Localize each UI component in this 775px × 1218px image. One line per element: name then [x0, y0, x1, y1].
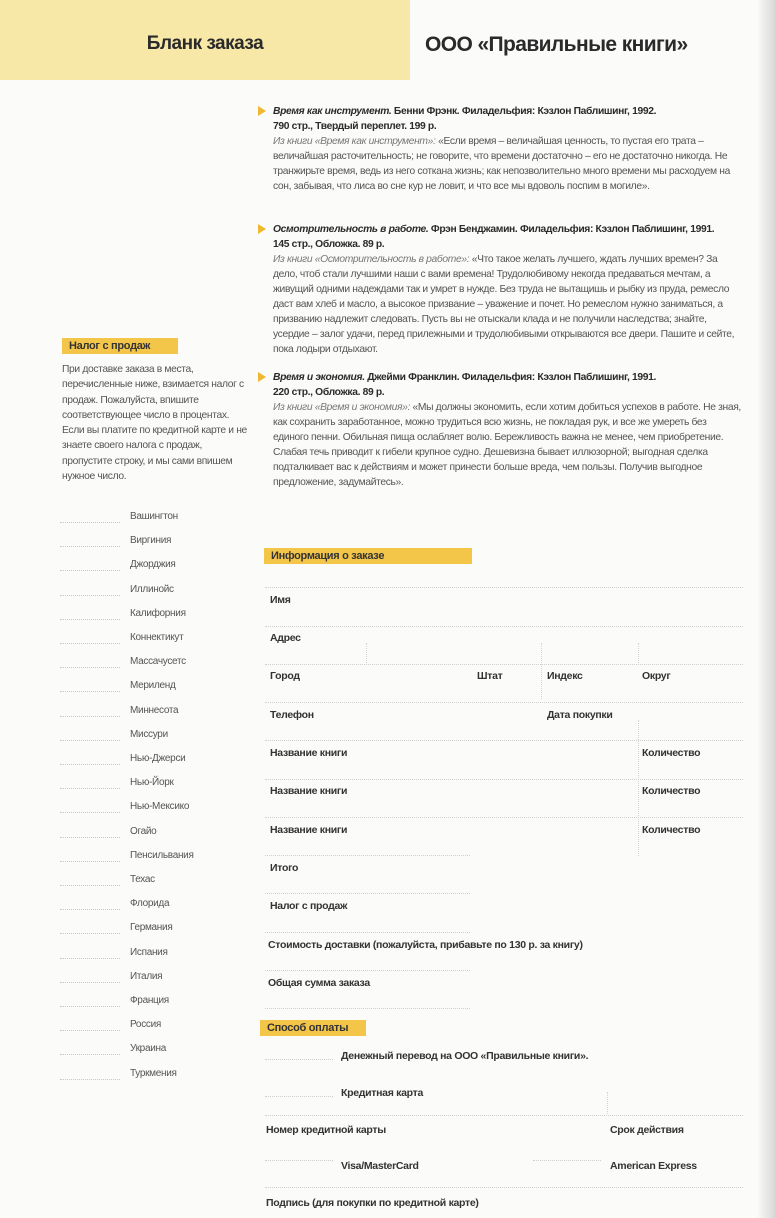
form-field-line[interactable] [265, 893, 470, 894]
book-price: 790 стр., Твердый переплет. 199 р. [273, 121, 437, 132]
tax-rate-field[interactable] [60, 788, 120, 789]
credit-card-checkbox-line[interactable] [265, 1096, 333, 1097]
tax-rate-field[interactable] [60, 691, 120, 692]
company-name: ООО «Правильные книги» [425, 33, 688, 56]
state-row [60, 947, 250, 963]
quote-source: Из книги «Время и экономия»: [273, 402, 413, 413]
state-name: Пенсильвания [130, 849, 194, 861]
state-name: Мериленд [130, 680, 176, 692]
quantity-label: Количество [642, 785, 701, 797]
book-title-label: Название книги [270, 747, 348, 759]
state-row [60, 656, 250, 672]
state-row [60, 632, 250, 648]
tax-rate-field[interactable] [60, 812, 120, 813]
state-row [60, 874, 250, 890]
tax-rate-field[interactable] [60, 958, 120, 959]
form-field-line[interactable] [265, 779, 743, 780]
zip-label: Индекс [547, 670, 583, 682]
state-name: Вашингтон [130, 511, 178, 522]
tax-rate-field[interactable] [60, 716, 120, 717]
signature-label: Подпись (для покупки по кредитной карте) [266, 1197, 479, 1209]
state-row [60, 777, 250, 793]
bullet-triangle-icon [258, 106, 266, 116]
quote-text: «Что такое желать лучшего, ждать лучших времен? За дело, чтоб стали лучшими наши с вами времена! Трудолюбивому некогда предаваться мечтам, а живущий одними надеждами так и умрет в нужде. Без труда не вытащишь и рыбку из пруда, ремесло даст вам хлеб и масло, а высокое призвание – уважение и почет. Но ремеслом нужно заниматься, а призванию надлежит следовать. Пусть вы не отыскали клада и не получили наследства; знайте, усердие – залог удачи, перед прилежными и трудолюбивыми открываются все двери. Пашите и сейте, пока лодыри отдыхают. [273, 254, 735, 355]
state-label: Штат [477, 670, 503, 682]
order-heading: Информация о заказе [264, 548, 472, 564]
state-name: Флорида [130, 898, 170, 910]
visa-checkbox-line[interactable] [265, 1160, 333, 1161]
book-details: Бенни Фрэнк. Филадельфия: Кэзлон Паблишинг, 1992. [391, 106, 657, 117]
state-name: Миннесота [130, 704, 179, 716]
state-row [60, 753, 250, 769]
purchase-date-label: Дата покупки [547, 709, 613, 721]
state-row [60, 729, 250, 745]
quote-text: «Мы должны экономить, если хотим добиться успехов в работе. Не зная, как сохранить заработанное, можно трудиться всю жизнь, не покладая рук, и все же умереть без единого пенни. Обильная пища ослабляет волю. Бережливость важна не менее, чем приобретение. Слабая течь приводит к гибели крупное судно. Дешевизна бывает иллюзорной; выгодная сделка подталкивает вас к действиям и может принести больше вреда, чем пользы. Получив выгодное предложение, задумайтесь». [273, 402, 741, 488]
tax-rate-field[interactable] [60, 619, 120, 620]
tax-rate-field[interactable] [60, 909, 120, 910]
book-details: Фрэн Бенджамин. Филадельфия: Кэзлон Паблишинг, 1991. [428, 224, 715, 235]
book-entry [258, 370, 743, 490]
sales-tax-label: Налог с продаж [270, 900, 348, 912]
state-row [60, 826, 250, 842]
form-field-line[interactable] [265, 664, 743, 665]
divider [638, 720, 639, 856]
divider [638, 643, 639, 663]
state-name: Нью-Мексико [130, 801, 190, 813]
form-field-line[interactable] [265, 970, 470, 971]
credit-card-option: Кредитная карта [341, 1087, 424, 1099]
book-title-label: Название книги [270, 785, 348, 797]
divider [265, 1187, 743, 1188]
tax-rate-field[interactable] [60, 643, 120, 644]
amex-checkbox-line[interactable] [533, 1160, 601, 1161]
quote-source: Из книги «Осмотрительность в работе»: [273, 254, 472, 265]
state-row [60, 680, 250, 696]
state-row [60, 971, 250, 987]
quantity-label: Количество [642, 824, 701, 836]
tax-rate-field[interactable] [60, 667, 120, 668]
book-price: 220 стр., Обложка. 89 р. [273, 387, 385, 398]
book-price: 145 стр., Обложка. 89 р. [273, 239, 385, 250]
tax-rate-field[interactable] [60, 885, 120, 886]
tax-rate-field[interactable] [60, 570, 120, 571]
total-label: Общая сумма заказа [268, 977, 370, 989]
tax-rate-field[interactable] [60, 1006, 120, 1007]
state-name: Украина [130, 1043, 166, 1055]
state-row [60, 1068, 250, 1084]
tax-rate-field[interactable] [60, 933, 120, 934]
state-name: Техас [130, 874, 155, 885]
tax-note: При доставке заказа в места, перечисленные ниже, взимается налог с продаж. Пожалуйста, впишите соответствующее число в процентах. Если вы платите по кредитной карте и не знаете своего налога с продаж, пропустите строку, и мы сами впишем нужное число. [62, 364, 247, 483]
state-row [60, 801, 250, 817]
page-edge-shadow [757, 0, 775, 1218]
money-order-checkbox-line[interactable] [265, 1059, 333, 1060]
state-row [60, 898, 250, 914]
state-name: Россия [130, 1019, 161, 1031]
divider [541, 643, 542, 699]
subtotal-label: Итого [270, 862, 299, 874]
tax-rate-field[interactable] [60, 1079, 120, 1080]
state-name: Виргиния [130, 535, 172, 547]
state-name: Калифорния [130, 607, 186, 619]
tax-rate-field[interactable] [60, 1030, 120, 1031]
city-label: Город [270, 670, 300, 682]
form-field-line[interactable] [265, 626, 743, 627]
state-name: Джорджия [130, 559, 176, 571]
quote-text: «Если время – величайшая ценность, то пустая его трата – величайшая расточительность; не говорите, что времени достаточно – его не достаточно никогда. Не транжирьте время, ведь из него соткана жизнь; как непозволительно много времени мы расходуем на сон, забывая, что лиса во сне кур не ловит, и что все мы вдоволь поспим в могиле». [273, 136, 730, 192]
state-name: Нью-Джерси [130, 753, 186, 764]
tax-rate-field[interactable] [60, 861, 120, 862]
form-field-line[interactable] [265, 932, 470, 933]
state-row [60, 535, 250, 551]
book-entry [258, 222, 743, 357]
state-name: Иллинойс [130, 583, 174, 595]
state-row [60, 511, 250, 527]
book-title: Время и экономия. [273, 372, 365, 383]
tax-rate-field[interactable] [60, 837, 120, 838]
tax-rate-field[interactable] [60, 1054, 120, 1055]
state-row [60, 559, 250, 575]
state-row [60, 1019, 250, 1035]
divider [607, 1092, 608, 1114]
state-name: Миссури [130, 728, 168, 740]
tax-rate-field[interactable] [60, 982, 120, 983]
state-name: Коннектикут [130, 632, 184, 643]
bullet-triangle-icon [258, 224, 266, 234]
state-name: Франция [130, 995, 169, 1006]
book-entry [258, 104, 743, 194]
quantity-label: Количество [642, 747, 701, 759]
divider [265, 1115, 743, 1116]
state-row [60, 850, 250, 866]
state-name: Италия [130, 970, 163, 982]
form-field-line[interactable] [265, 587, 743, 588]
form-field-line[interactable] [265, 855, 470, 856]
bullet-triangle-icon [258, 372, 266, 382]
card-number-label: Номер кредитной карты [266, 1124, 386, 1136]
tax-heading: Налог с продаж [62, 338, 178, 354]
tax-rate-field[interactable] [60, 546, 120, 547]
address-label: Адрес [270, 632, 301, 644]
state-row [60, 705, 250, 721]
county-label: Округ [642, 670, 671, 682]
state-name: Массачусетс [130, 656, 186, 668]
state-name: Нью-Йорк [130, 777, 174, 789]
form-field-line[interactable] [265, 740, 743, 741]
tax-rate-field[interactable] [60, 522, 120, 523]
payment-heading: Способ оплаты [260, 1020, 366, 1036]
book-details: Джейми Франклин. Филадельфия: Кэзлон Паблишинг, 1991. [364, 372, 657, 383]
form-title: Бланк заказа [146, 33, 264, 54]
book-title: Время как инструмент. [273, 106, 392, 117]
name-label: Имя [270, 594, 291, 606]
money-order-option: Денежный перевод на ООО «Правильные книги». [341, 1050, 589, 1062]
divider [366, 643, 367, 663]
form-field-line[interactable] [265, 702, 743, 703]
visa-option: Visa/MasterCard [341, 1160, 419, 1172]
form-field-line[interactable] [265, 817, 743, 818]
state-row [60, 922, 250, 938]
state-row [60, 608, 250, 624]
state-name: Германия [130, 922, 173, 934]
state-row [60, 584, 250, 600]
tax-rate-field[interactable] [60, 595, 120, 596]
book-title-label: Название книги [270, 824, 348, 836]
tax-rate-field[interactable] [60, 740, 120, 741]
shipping-label: Стоимость доставки (пожалуйста, прибавьте по 130 р. за книгу) [268, 939, 583, 951]
state-name: Туркмения [130, 1067, 177, 1079]
state-row [60, 995, 250, 1011]
expiry-label: Срок действия [610, 1124, 684, 1136]
state-name: Испания [130, 946, 168, 958]
state-row [60, 1043, 250, 1059]
tax-rate-field[interactable] [60, 764, 120, 765]
book-title: Осмотрительность в работе. [273, 224, 429, 235]
amex-option: American Express [610, 1160, 697, 1172]
quote-source: Из книги «Время как инструмент»: [273, 136, 439, 147]
phone-label: Телефон [270, 709, 314, 721]
state-name: Огайо [130, 825, 157, 837]
divider[interactable] [265, 1008, 470, 1009]
